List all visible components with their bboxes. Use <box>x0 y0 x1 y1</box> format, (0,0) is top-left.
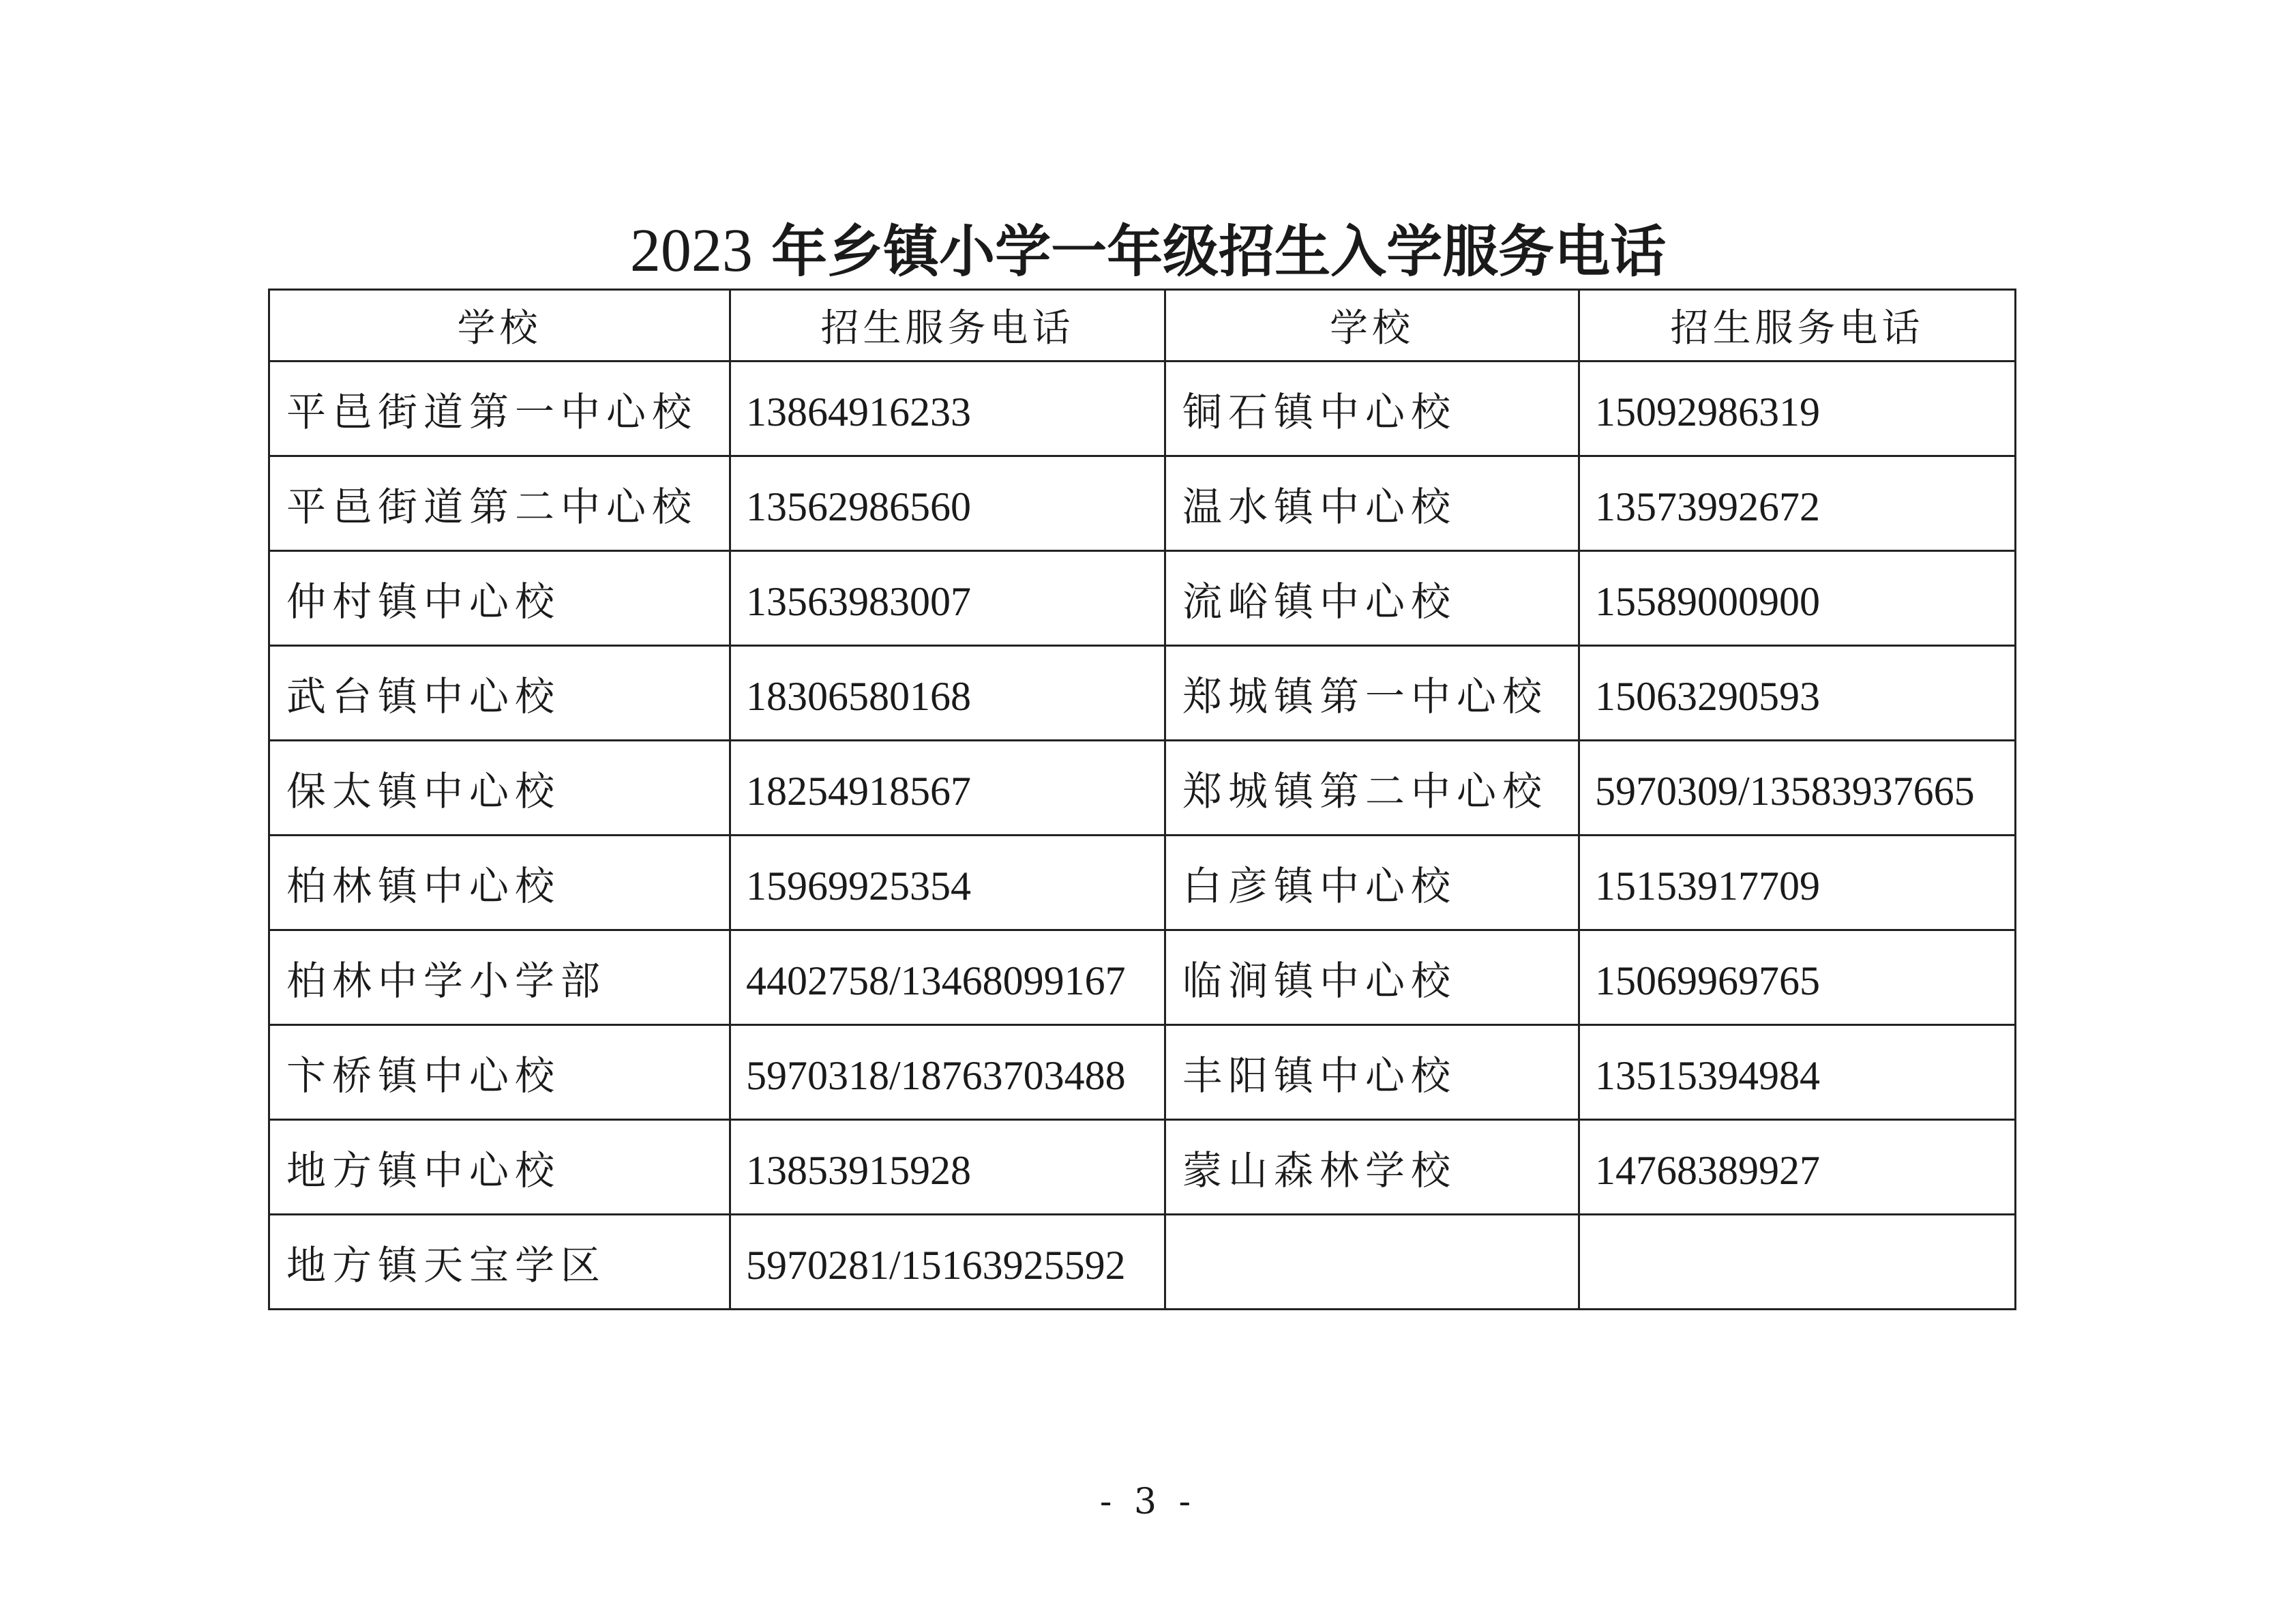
school-name: 蒙山森林学校 <box>1165 1120 1579 1215</box>
school-name: 平邑街道第二中心校 <box>269 456 730 551</box>
table-row <box>269 741 2016 836</box>
phone-number: 5970309/13583937665 <box>1579 741 2016 836</box>
page-number: - 3 - <box>1099 1481 1197 1522</box>
page-title <box>0 217 2296 286</box>
school-name: 地方镇中心校 <box>269 1120 730 1215</box>
phone-number: 13515394984 <box>1579 1025 2016 1120</box>
phone-number: 18254918567 <box>730 741 1165 836</box>
phone-number: 13864916233 <box>730 361 1165 456</box>
table-row <box>269 1120 2016 1215</box>
school-name: 温水镇中心校 <box>1165 456 1579 551</box>
phone-number: 14768389927 <box>1579 1120 2016 1215</box>
school-name: 保太镇中心校 <box>269 741 730 836</box>
table-row <box>269 361 2016 456</box>
table-row <box>269 1025 2016 1120</box>
school-name: 临涧镇中心校 <box>1165 930 1579 1025</box>
phone-number: 13563983007 <box>730 551 1165 646</box>
phone-number: 13562986560 <box>730 456 1165 551</box>
school-name: 柏林中学小学部 <box>269 930 730 1025</box>
table-header-row <box>269 290 2016 361</box>
phone-number: 13853915928 <box>730 1120 1165 1215</box>
header-school-right: 学校 <box>1165 290 1579 361</box>
header-school-left: 学校 <box>269 290 730 361</box>
table-row <box>269 646 2016 741</box>
school-name: 卞桥镇中心校 <box>269 1025 730 1120</box>
title-text: 年乡镇小学一年级招生入学服务电话 <box>771 220 1667 284</box>
phone-number: 5970318/18763703488 <box>730 1025 1165 1120</box>
phone-number: 13573992672 <box>1579 456 2016 551</box>
table-row <box>269 1215 2016 1310</box>
school-name: 丰阳镇中心校 <box>1165 1025 1579 1120</box>
title-year: 2023 <box>629 217 753 284</box>
table-row <box>269 456 2016 551</box>
phone-number: 15069969765 <box>1579 930 2016 1025</box>
phone-number: 15969925354 <box>730 836 1165 930</box>
school-name: 武台镇中心校 <box>269 646 730 741</box>
empty-cell <box>1579 1215 2016 1310</box>
header-phone-left: 招生服务电话 <box>730 290 1165 361</box>
school-name: 郑城镇第一中心校 <box>1165 646 1579 741</box>
table-row <box>269 836 2016 930</box>
school-name: 柏林镇中心校 <box>269 836 730 930</box>
table-row <box>269 930 2016 1025</box>
phone-number: 15589000900 <box>1579 551 2016 646</box>
empty-cell <box>1165 1215 1579 1310</box>
phone-number: 15092986319 <box>1579 361 2016 456</box>
phone-number: 4402758/13468099167 <box>730 930 1165 1025</box>
school-name: 仲村镇中心校 <box>269 551 730 646</box>
header-phone-right: 招生服务电话 <box>1579 290 2016 361</box>
enrollment-phone-table <box>268 289 2016 1310</box>
school-name: 白彦镇中心校 <box>1165 836 1579 930</box>
phone-number: 18306580168 <box>730 646 1165 741</box>
school-name: 地方镇天宝学区 <box>269 1215 730 1310</box>
school-name: 铜石镇中心校 <box>1165 361 1579 456</box>
school-name: 平邑街道第一中心校 <box>269 361 730 456</box>
school-name: 郑城镇第二中心校 <box>1165 741 1579 836</box>
phone-number: 15153917709 <box>1579 836 2016 930</box>
school-name: 流峪镇中心校 <box>1165 551 1579 646</box>
phone-number: 5970281/15163925592 <box>730 1215 1165 1310</box>
phone-number: 15063290593 <box>1579 646 2016 741</box>
table-row <box>269 551 2016 646</box>
